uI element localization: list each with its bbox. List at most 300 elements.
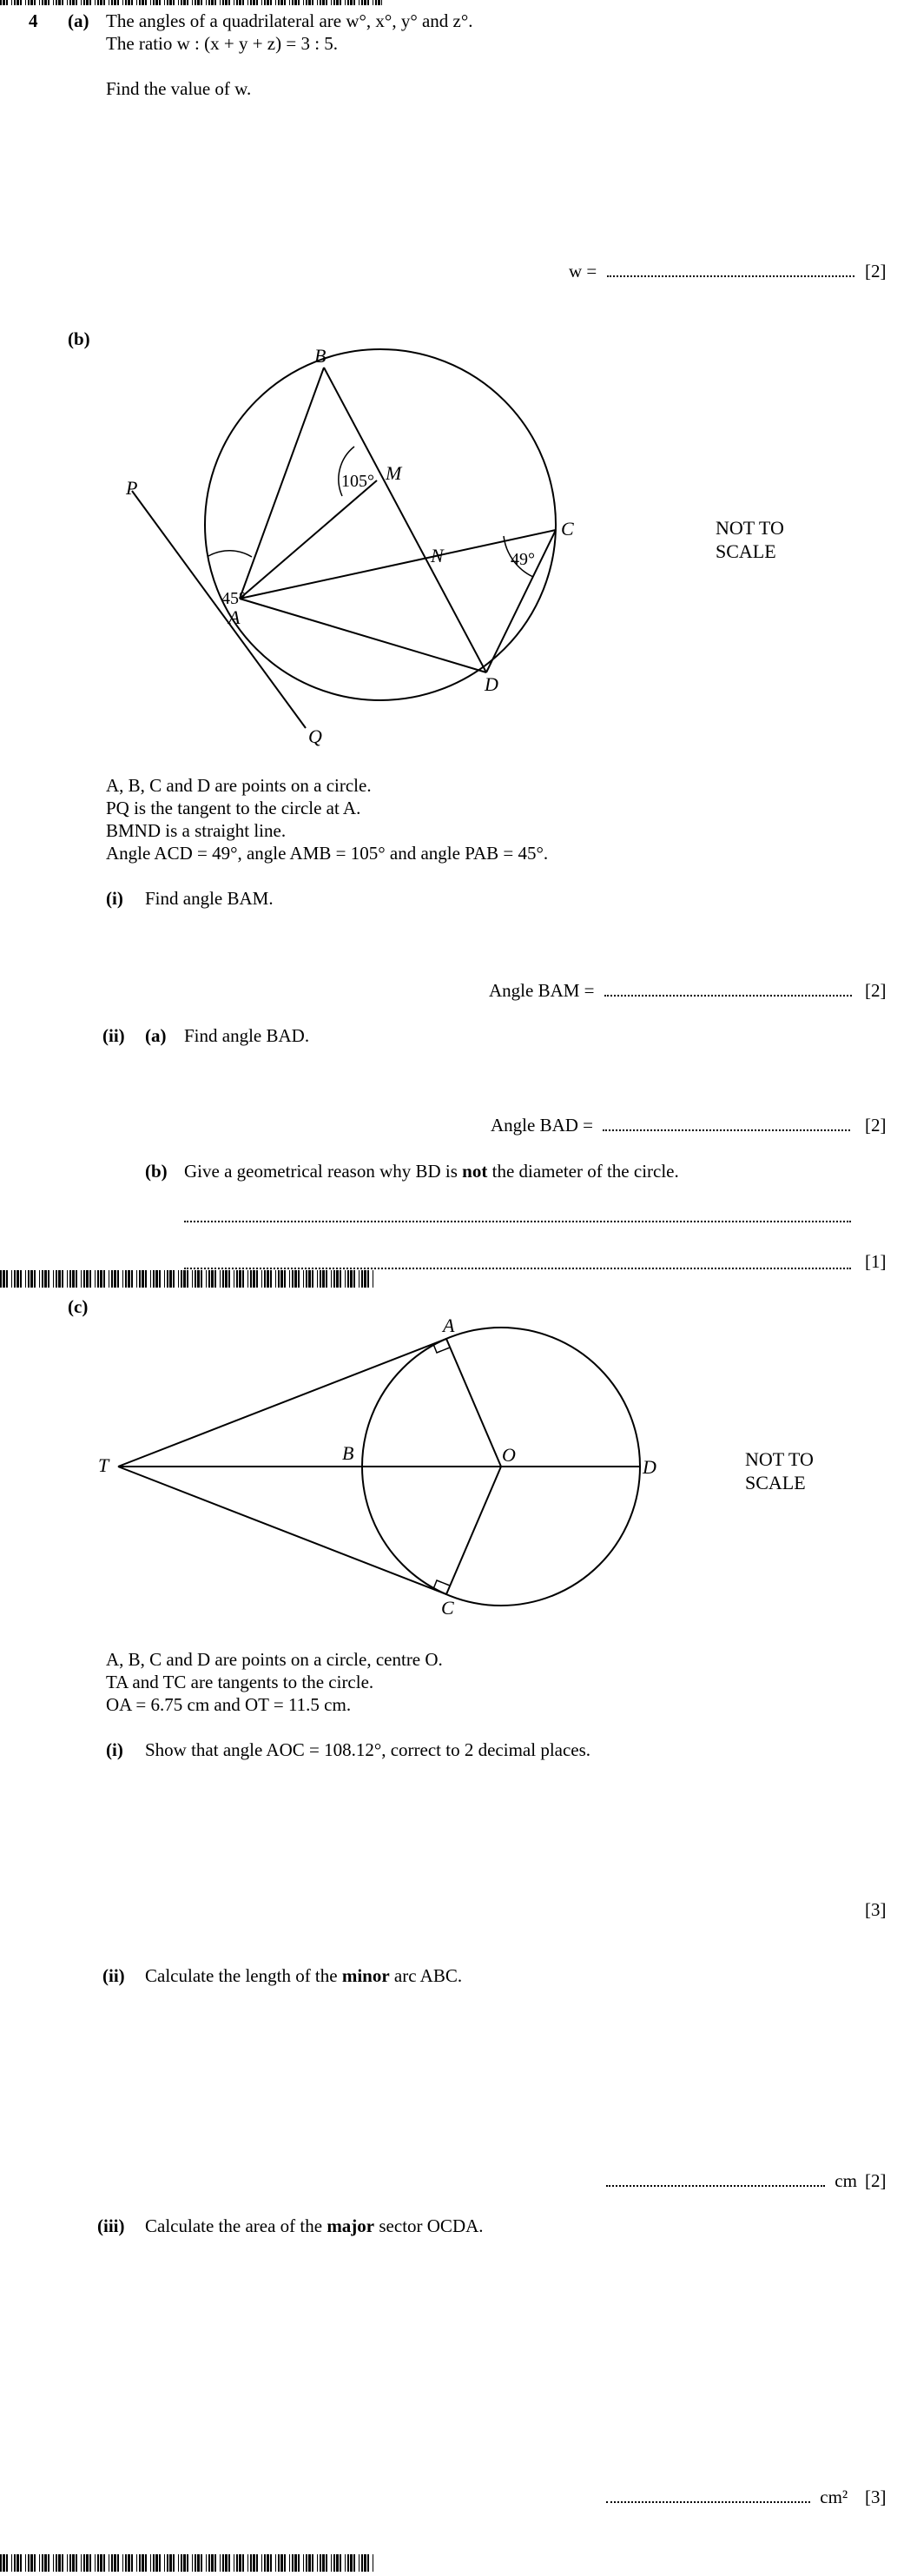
barcode-bar bbox=[361, 2554, 363, 2572]
barcode-bar bbox=[183, 0, 186, 5]
barcode-bar bbox=[253, 0, 255, 5]
answer-input-reason-line1[interactable] bbox=[184, 1220, 851, 1222]
part-c-ii-question-post: arc ABC. bbox=[389, 1965, 463, 1986]
barcode-bar bbox=[206, 1270, 207, 1288]
barcode-bar bbox=[211, 1270, 214, 1288]
barcode-bar bbox=[347, 1270, 349, 1288]
barcode-bar bbox=[0, 2554, 2, 2572]
barcode-bar bbox=[155, 0, 158, 5]
part-a-line3: Find the value of w. bbox=[106, 78, 252, 99]
answer-line-arc bbox=[606, 2170, 857, 2192]
barcode-bar bbox=[320, 0, 321, 5]
barcode-bar bbox=[236, 2554, 238, 2572]
barcode-bar bbox=[6, 1270, 8, 1288]
answer-input-bad[interactable] bbox=[603, 1129, 850, 1131]
marks-b-ii-b: [1] bbox=[865, 1251, 887, 1272]
barcode-bar bbox=[289, 2554, 290, 2572]
barcode-bar bbox=[100, 0, 102, 5]
barcode-bar bbox=[275, 2554, 276, 2572]
marks-b-i: [2] bbox=[865, 980, 887, 1001]
barcode-bar bbox=[197, 0, 200, 5]
barcode-bar bbox=[114, 2554, 116, 2572]
barcode-bar bbox=[187, 2554, 188, 2572]
barcode-bar bbox=[136, 0, 137, 5]
barcode-bar bbox=[48, 1270, 49, 1288]
right-angle-c bbox=[433, 1580, 450, 1589]
barcode-bar bbox=[86, 2554, 89, 2572]
barcode-bar bbox=[48, 0, 49, 5]
barcode-bar bbox=[294, 1270, 297, 1288]
barcode-bar bbox=[58, 2554, 61, 2572]
part-c-ii-label: (ii) bbox=[102, 1965, 125, 1986]
barcode-bar bbox=[145, 2554, 147, 2572]
barcode-bar bbox=[214, 0, 216, 5]
circle-diagram-b bbox=[113, 343, 599, 752]
barcode-bar bbox=[169, 0, 172, 5]
unit-cm2: cm² bbox=[820, 2487, 848, 2507]
barcode-bar bbox=[278, 2554, 280, 2572]
barcode-bar bbox=[250, 2554, 252, 2572]
barcode-bar bbox=[30, 1270, 33, 1288]
part-b-ii-b-question bbox=[184, 1161, 679, 1182]
barcode-bar bbox=[192, 0, 193, 5]
barcode-bar bbox=[16, 2554, 19, 2572]
marks-a: [2] bbox=[865, 261, 887, 281]
part-a-line1: The angles of a quadrilateral are w°, x°, y° and z°. bbox=[106, 10, 473, 31]
barcode-bar bbox=[178, 1270, 179, 1288]
barcode-bar bbox=[3, 0, 5, 5]
point-label-d: D bbox=[485, 673, 498, 695]
barcode-bar bbox=[0, 0, 2, 5]
radius-oc bbox=[446, 1467, 501, 1594]
barcode-bar bbox=[128, 0, 130, 5]
barcode-bar bbox=[378, 0, 380, 5]
barcode-bar bbox=[76, 2554, 77, 2572]
barcode-bar bbox=[167, 0, 168, 5]
answer-line-bam bbox=[489, 980, 852, 1002]
barcode-bar bbox=[195, 2554, 196, 2572]
barcode-bar bbox=[142, 1270, 144, 1288]
barcode-bar bbox=[122, 0, 123, 5]
barcode-bar bbox=[381, 0, 382, 5]
part-b-ii-b-question-post: the diameter of the circle. bbox=[487, 1161, 679, 1182]
barcode-bar bbox=[350, 2554, 353, 2572]
barcode-bar bbox=[228, 0, 230, 5]
angle-label-45: 45° bbox=[221, 589, 246, 608]
barcode-bar bbox=[222, 1270, 224, 1288]
part-a-label: (a) bbox=[68, 10, 89, 31]
part-c-ii-question-pre: Calculate the length of the bbox=[145, 1965, 342, 1986]
barcode-bar bbox=[201, 0, 202, 5]
barcode-bar bbox=[155, 1270, 158, 1288]
barcode-bar bbox=[208, 1270, 210, 1288]
barcode-bar bbox=[278, 0, 280, 5]
barcode-bar bbox=[183, 1270, 186, 1288]
barcode-bar bbox=[340, 1270, 341, 1288]
barcode-bar bbox=[247, 0, 248, 5]
barcode-bar bbox=[164, 1270, 165, 1288]
barcode-bar bbox=[320, 1270, 321, 1288]
barcode-bar bbox=[125, 1270, 127, 1288]
barcode-bar bbox=[359, 1270, 360, 1288]
point-label-a: A bbox=[228, 606, 241, 628]
barcode-bar bbox=[6, 0, 8, 5]
part-c-text-2: TA and TC are tangents to the circle. bbox=[106, 1672, 374, 1692]
barcode-bar bbox=[58, 0, 61, 5]
barcode-bar bbox=[167, 1270, 168, 1288]
barcode-bar bbox=[56, 1270, 57, 1288]
barcode-bar bbox=[20, 2554, 22, 2572]
part-b-text-1: A, B, C and D are points on a circle. bbox=[106, 775, 372, 796]
barcode-bar bbox=[364, 2554, 366, 2572]
part-b-ii-a-question: Find angle BAD. bbox=[184, 1025, 310, 1046]
barcode-bar bbox=[56, 0, 57, 5]
barcode-bar bbox=[239, 2554, 241, 2572]
barcode-bar bbox=[225, 0, 228, 5]
barcode-bar bbox=[150, 1270, 151, 1288]
tangent-tc bbox=[118, 1467, 446, 1594]
barcode-bar bbox=[197, 2554, 200, 2572]
question-number: 4 bbox=[29, 10, 38, 31]
barcode-bar bbox=[294, 2554, 297, 2572]
barcode-bar bbox=[322, 0, 325, 5]
barcode-bar bbox=[195, 0, 196, 5]
barcode-bar bbox=[225, 2554, 228, 2572]
barcode-bar bbox=[136, 1270, 137, 1288]
part-c-label: (c) bbox=[68, 1296, 89, 1317]
barcode-bar bbox=[145, 0, 147, 5]
barcode-bar bbox=[56, 2554, 57, 2572]
barcode-bar bbox=[103, 0, 105, 5]
barcode-bar bbox=[220, 1270, 221, 1288]
part-c-text-1: A, B, C and D are points on a circle, centre O. bbox=[106, 1649, 443, 1670]
barcode-bar bbox=[117, 1270, 119, 1288]
barcode-bar bbox=[67, 2554, 68, 2572]
answer-input-area[interactable] bbox=[606, 2500, 810, 2503]
barcode-bar bbox=[81, 1270, 82, 1288]
barcode-bar bbox=[326, 0, 327, 5]
barcode-bar bbox=[34, 0, 36, 5]
barcode-bar bbox=[261, 2554, 262, 2572]
barcode-bar bbox=[331, 2554, 332, 2572]
barcode-bar bbox=[181, 1270, 182, 1288]
barcode-bar bbox=[247, 1270, 248, 1288]
barcode-bar bbox=[308, 2554, 311, 2572]
barcode-bar bbox=[250, 0, 252, 5]
barcode-bar bbox=[139, 0, 141, 5]
answer-input-reason-line2[interactable] bbox=[184, 1267, 851, 1269]
answer-input-arc[interactable] bbox=[606, 2184, 825, 2187]
barcode-bar bbox=[239, 1270, 241, 1288]
barcode-bar bbox=[261, 1270, 262, 1288]
barcode-bar bbox=[159, 1270, 161, 1288]
barcode-bar bbox=[359, 0, 360, 5]
part-b-i-label: (i) bbox=[106, 888, 123, 909]
barcode-bar bbox=[278, 1270, 280, 1288]
barcode-bar bbox=[178, 2554, 179, 2572]
answer-line-w bbox=[569, 261, 854, 282]
barcode-bar bbox=[159, 0, 161, 5]
barcode-bar bbox=[44, 0, 47, 5]
barcode-bar bbox=[34, 2554, 36, 2572]
barcode-bar bbox=[317, 0, 318, 5]
barcode-bar bbox=[264, 2554, 266, 2572]
barcode-bar bbox=[197, 1270, 200, 1288]
barcode-bar bbox=[89, 2554, 91, 2572]
barcode-bar bbox=[28, 1270, 30, 1288]
barcode-bar bbox=[214, 2554, 216, 2572]
barcode-bar bbox=[3, 1270, 5, 1288]
point-label-q: Q bbox=[308, 725, 322, 747]
barcode-bar bbox=[331, 0, 332, 5]
barcode-bar bbox=[69, 0, 71, 5]
barcode-bar bbox=[292, 1270, 294, 1288]
part-c-iii-question-pre: Calculate the area of the bbox=[145, 2215, 327, 2236]
barcode-bar bbox=[62, 1270, 63, 1288]
unit-cm: cm bbox=[835, 2170, 857, 2191]
part-c-ii-question-bold: minor bbox=[341, 1965, 390, 1986]
barcode-bar bbox=[95, 0, 96, 5]
barcode-bar bbox=[103, 1270, 105, 1288]
right-angle-a bbox=[433, 1344, 450, 1353]
answer-line-area bbox=[606, 2487, 848, 2508]
barcode-bar bbox=[72, 0, 75, 5]
barcode-bar bbox=[155, 2554, 158, 2572]
barcode-bar bbox=[298, 1270, 300, 1288]
point-label-p: P bbox=[126, 477, 138, 499]
barcode-bar bbox=[183, 2554, 186, 2572]
barcode-bar bbox=[201, 1270, 202, 1288]
point-label-b: B bbox=[314, 345, 327, 367]
barcode-bar bbox=[192, 2554, 193, 2572]
barcode-bar bbox=[11, 1270, 12, 1288]
barcode-bar bbox=[292, 2554, 294, 2572]
barcode-bar bbox=[264, 0, 266, 5]
barcode-bar bbox=[48, 2554, 49, 2572]
barcode-bar bbox=[333, 1270, 335, 1288]
barcode-bar bbox=[340, 0, 341, 5]
barcode-bar bbox=[298, 0, 300, 5]
barcode-bar bbox=[89, 1270, 91, 1288]
barcode-bar bbox=[39, 2554, 40, 2572]
barcode-bar bbox=[353, 1270, 355, 1288]
barcode-bar bbox=[347, 2554, 349, 2572]
barcode-bar bbox=[250, 1270, 252, 1288]
barcode-bar bbox=[95, 1270, 96, 1288]
barcode-bar bbox=[317, 2554, 318, 2572]
barcode-bar bbox=[270, 1270, 272, 1288]
barcode-bar bbox=[206, 2554, 207, 2572]
barcode-bar bbox=[228, 2554, 230, 2572]
marks-b-ii-a: [2] bbox=[865, 1115, 887, 1136]
barcode-bar bbox=[336, 0, 339, 5]
barcode-bar bbox=[20, 0, 22, 5]
part-b-text-2: PQ is the tangent to the circle at A. bbox=[106, 798, 361, 818]
barcode-bar bbox=[211, 0, 214, 5]
barcode-bar bbox=[350, 1270, 353, 1288]
barcode-bar bbox=[150, 2554, 151, 2572]
barcode-bar bbox=[353, 0, 355, 5]
barcode-bar bbox=[150, 0, 151, 5]
barcode-bar bbox=[125, 0, 127, 5]
barcode-bar bbox=[242, 1270, 244, 1288]
barcode-bar bbox=[340, 2554, 341, 2572]
barcode-bar bbox=[333, 2554, 335, 2572]
barcode-bar bbox=[280, 1270, 283, 1288]
barcode-bar bbox=[6, 2554, 8, 2572]
chord-ac bbox=[240, 530, 556, 599]
barcode-bar bbox=[100, 2554, 102, 2572]
barcode-bar bbox=[201, 2554, 202, 2572]
point-label-b-c: B bbox=[342, 1442, 354, 1464]
chord-ab bbox=[240, 368, 324, 599]
barcode-bar bbox=[111, 2554, 113, 2572]
barcode-bar bbox=[267, 1270, 269, 1288]
barcode-bar bbox=[256, 0, 258, 5]
barcode-bar bbox=[253, 1270, 255, 1288]
barcode-bar bbox=[28, 0, 30, 5]
barcode-bar bbox=[367, 2554, 369, 2572]
barcode-bar bbox=[122, 2554, 123, 2572]
barcode-bar bbox=[294, 0, 297, 5]
barcode-bar bbox=[83, 0, 85, 5]
barcode-bar bbox=[222, 0, 224, 5]
barcode-bar bbox=[164, 0, 165, 5]
point-label-m: M bbox=[386, 462, 402, 484]
barcode-bar bbox=[267, 0, 269, 5]
barcode-bar bbox=[284, 2554, 286, 2572]
bottom-barcode bbox=[0, 2554, 373, 2572]
barcode-bar bbox=[336, 2554, 339, 2572]
barcode-bar bbox=[284, 0, 286, 5]
barcode-bar bbox=[225, 1270, 228, 1288]
barcode-bar bbox=[261, 0, 262, 5]
barcode-bar bbox=[267, 2554, 269, 2572]
barcode-bar bbox=[81, 2554, 82, 2572]
barcode-bar bbox=[58, 1270, 61, 1288]
barcode-bar bbox=[331, 1270, 332, 1288]
barcode-bar bbox=[97, 0, 99, 5]
part-b-ii-a-label: (a) bbox=[145, 1025, 167, 1046]
tangent-ta bbox=[118, 1339, 446, 1467]
barcode-bar bbox=[275, 1270, 276, 1288]
circle-diagram-c bbox=[87, 1308, 677, 1616]
barcode-bar bbox=[270, 2554, 272, 2572]
barcode-bar bbox=[361, 0, 363, 5]
barcode-bar bbox=[131, 1270, 133, 1288]
barcode-bar bbox=[239, 0, 241, 5]
top-barcode bbox=[0, 0, 382, 5]
chord-ad bbox=[240, 599, 486, 672]
barcode-bar bbox=[275, 0, 276, 5]
barcode-bar bbox=[30, 0, 33, 5]
point-label-o: O bbox=[502, 1444, 516, 1466]
barcode-bar bbox=[173, 1270, 175, 1288]
barcode-bar bbox=[69, 2554, 71, 2572]
barcode-bar bbox=[69, 1270, 71, 1288]
barcode-bar bbox=[181, 2554, 182, 2572]
barcode-bar bbox=[145, 1270, 147, 1288]
barcode-bar bbox=[280, 2554, 283, 2572]
barcode-bar bbox=[114, 0, 116, 5]
barcode-bar bbox=[42, 0, 43, 5]
barcode-bar bbox=[39, 0, 40, 5]
barcode-bar bbox=[117, 2554, 119, 2572]
barcode-bar bbox=[139, 1270, 141, 1288]
answer-prefix-w: w = bbox=[569, 261, 597, 281]
barcode-bar bbox=[336, 1270, 339, 1288]
answer-input-w[interactable] bbox=[607, 275, 854, 277]
barcode-bar bbox=[67, 1270, 68, 1288]
barcode-bar bbox=[89, 0, 91, 5]
barcode-bar bbox=[253, 2554, 255, 2572]
angle-label-49: 49° bbox=[511, 550, 535, 569]
barcode-bar bbox=[0, 1270, 2, 1288]
answer-input-bam[interactable] bbox=[604, 994, 852, 997]
part-c-i-label: (i) bbox=[106, 1739, 123, 1760]
barcode-bar bbox=[322, 2554, 325, 2572]
barcode-bar bbox=[306, 0, 307, 5]
barcode-bar bbox=[62, 2554, 63, 2572]
barcode-bar bbox=[44, 1270, 47, 1288]
part-b-text-4: Angle ACD = 49°, angle AMB = 105° and angle PAB = 45°. bbox=[106, 843, 549, 864]
barcode-bar bbox=[42, 1270, 43, 1288]
barcode-bar bbox=[169, 1270, 172, 1288]
tangent-pq bbox=[132, 491, 306, 728]
barcode-bar bbox=[214, 1270, 216, 1288]
barcode-bar bbox=[153, 2554, 155, 2572]
point-label-n: N bbox=[431, 545, 444, 566]
barcode-bar bbox=[206, 0, 207, 5]
barcode-bar bbox=[169, 2554, 172, 2572]
barcode-bar bbox=[364, 1270, 366, 1288]
barcode-bar bbox=[256, 2554, 258, 2572]
barcode-bar bbox=[350, 0, 353, 5]
barcode-bar bbox=[95, 2554, 96, 2572]
barcode-bar bbox=[28, 2554, 30, 2572]
barcode-bar bbox=[208, 2554, 210, 2572]
barcode-bar bbox=[353, 2554, 355, 2572]
barcode-bar bbox=[256, 1270, 258, 1288]
barcode-bar bbox=[173, 2554, 175, 2572]
barcode-bar bbox=[312, 2554, 313, 2572]
line-am bbox=[240, 480, 377, 599]
barcode-bar bbox=[333, 0, 335, 5]
barcode-bar bbox=[67, 0, 68, 5]
barcode-bar bbox=[3, 2554, 5, 2572]
barcode-bar bbox=[289, 1270, 290, 1288]
barcode-bar bbox=[220, 0, 221, 5]
point-label-a-c: A bbox=[443, 1314, 455, 1336]
barcode-bar bbox=[14, 2554, 16, 2572]
barcode-bar bbox=[153, 1270, 155, 1288]
part-b-i-question: Find angle BAM. bbox=[145, 888, 274, 909]
barcode-bar bbox=[187, 0, 188, 5]
barcode-bar bbox=[53, 2554, 54, 2572]
barcode-bar bbox=[164, 2554, 165, 2572]
barcode-bar bbox=[25, 0, 26, 5]
barcode-bar bbox=[86, 1270, 89, 1288]
barcode-bar bbox=[361, 1270, 363, 1288]
barcode-bar bbox=[298, 2554, 300, 2572]
barcode-bar bbox=[81, 0, 82, 5]
not-to-scale-c: NOT TO SCALE bbox=[745, 1448, 814, 1493]
barcode-bar bbox=[264, 1270, 266, 1288]
barcode-bar bbox=[117, 0, 119, 5]
barcode-bar bbox=[345, 1270, 346, 1288]
angle-label-105: 105° bbox=[341, 472, 374, 491]
barcode-bar bbox=[220, 2554, 221, 2572]
